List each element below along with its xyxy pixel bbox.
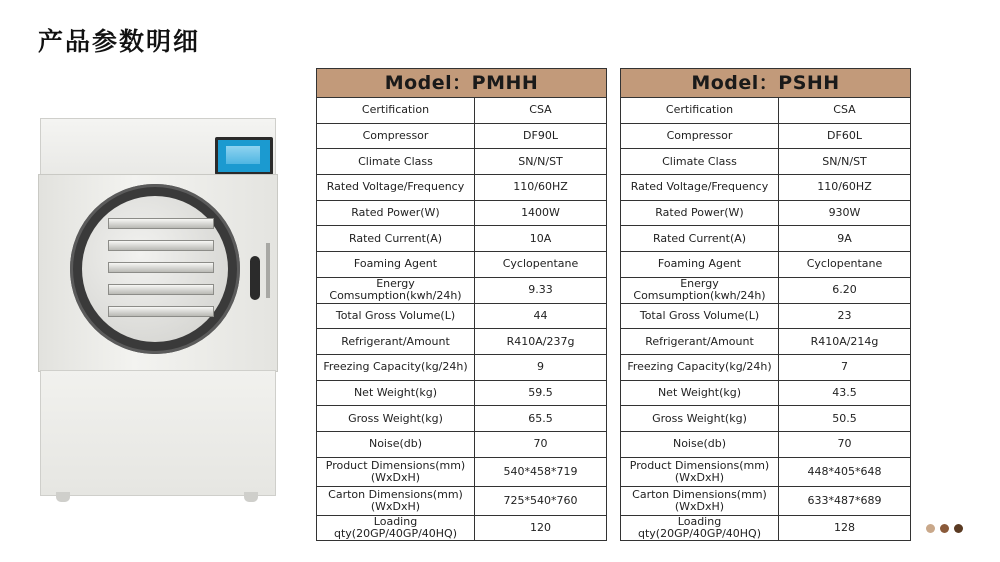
spec-value: 120 [475,515,607,541]
table-row [621,149,911,175]
spec-label: Product Dimensions(mm)(WxDxH) [317,457,475,486]
cabinet-top [40,118,276,175]
table-row [621,431,911,457]
table-row [317,457,607,486]
spec-value: 448*405*648 [779,457,911,486]
table-row [317,431,607,457]
spec-label: Foaming Agent [621,252,779,278]
spec-value: 128 [779,515,911,541]
caster-wheel [56,492,70,502]
spec-label: Freezing Capacity(kg/24h) [317,354,475,380]
page-dot[interactable] [926,524,935,533]
spec-value: 9 [475,354,607,380]
spec-value: CSA [779,98,911,124]
table-row [317,226,607,252]
spec-label: Total Gross Volume(L) [621,303,779,329]
table-row [317,98,607,124]
table-model-header: Model：PSHH [621,69,911,98]
spec-table-pshh [620,68,911,541]
table-row [621,226,911,252]
table-row [621,329,911,355]
spec-value: SN/N/ST [779,149,911,175]
tray-shelf [108,218,214,229]
spec-label: Climate Class [621,149,779,175]
spec-label: Energy Comsumption(kwh/24h) [317,277,475,303]
spec-value: 1400W [475,200,607,226]
table-row [621,303,911,329]
page-title: 产品参数明细 [38,27,201,56]
spec-value: 930W [779,200,911,226]
table-row [317,406,607,432]
spec-label: Certification [621,98,779,124]
spec-label: Refrigerant/Amount [317,329,475,355]
spec-label: Rated Voltage/Frequency [317,175,475,201]
spec-label: Rated Current(A) [621,226,779,252]
spec-label: Total Gross Volume(L) [317,303,475,329]
table-row [621,175,911,201]
spec-label: Gross Weight(kg) [621,406,779,432]
spec-label: Noise(db) [621,431,779,457]
spec-value: R410A/214g [779,329,911,355]
pagination-dots [926,524,963,533]
spec-value: DF90L [475,123,607,149]
table-row [317,252,607,278]
spec-label: Rated Current(A) [317,226,475,252]
spec-value: 633*487*689 [779,486,911,515]
spec-label: Noise(db) [317,431,475,457]
spec-value: 10A [475,226,607,252]
spec-label: Rated Voltage/Frequency [621,175,779,201]
table-row [621,515,911,541]
table-row [317,354,607,380]
spec-value: 110/60HZ [475,175,607,201]
spec-label: Loading qty(20GP/40GP/40HQ) [621,515,779,541]
spec-value: Cyclopentane [779,252,911,278]
tray-shelf [108,240,214,251]
spec-value: 9.33 [475,277,607,303]
page-dot[interactable] [940,524,949,533]
table-row [317,123,607,149]
spec-table-body [621,98,911,541]
cabinet-base [40,370,276,496]
spec-value: SN/N/ST [475,149,607,175]
spec-value: 43.5 [779,380,911,406]
spec-label: Foaming Agent [317,252,475,278]
table-row [317,486,607,515]
page-dot[interactable] [954,524,963,533]
spec-label: Climate Class [317,149,475,175]
table-row [317,200,607,226]
spec-label: Certification [317,98,475,124]
table-row [317,303,607,329]
spec-value: 70 [475,431,607,457]
spec-value: DF60L [779,123,911,149]
spec-value: 70 [779,431,911,457]
table-model-header: Model：PMHH [317,69,607,98]
spec-value: 59.5 [475,380,607,406]
table-row [621,277,911,303]
spec-value: CSA [475,98,607,124]
spec-value: 65.5 [475,406,607,432]
spec-value: 540*458*719 [475,457,607,486]
spec-value: 50.5 [779,406,911,432]
tray-shelf [108,284,214,295]
table-row [621,457,911,486]
spec-label: Compressor [317,123,475,149]
spec-label: Loading qty(20GP/40GP/40HQ) [317,515,475,541]
table-row [317,515,607,541]
freeze-dryer-image [38,118,278,506]
table-row [317,149,607,175]
spec-value: 6.20 [779,277,911,303]
tray-shelf [108,306,214,317]
spec-table-body [317,98,607,541]
table-row [317,380,607,406]
table-row [621,354,911,380]
table-row [317,277,607,303]
spec-label: Refrigerant/Amount [621,329,779,355]
tray-shelf [108,262,214,273]
spec-label: Net Weight(kg) [317,380,475,406]
door-handle [250,256,260,300]
caster-wheel [244,492,258,502]
control-screen [215,137,273,175]
table-row [317,175,607,201]
table-row [621,98,911,124]
spec-label: Net Weight(kg) [621,380,779,406]
spec-label: Compressor [621,123,779,149]
table-row [621,200,911,226]
spec-label: Gross Weight(kg) [317,406,475,432]
spec-value: 44 [475,303,607,329]
spec-value: 7 [779,354,911,380]
spec-value: 725*540*760 [475,486,607,515]
spec-value: 23 [779,303,911,329]
door-hinge [266,243,270,298]
table-row [621,123,911,149]
spec-table-pmhh [316,68,607,541]
table-row [621,406,911,432]
spec-value: 110/60HZ [779,175,911,201]
spec-label: Rated Power(W) [317,200,475,226]
spec-label: Carton Dimensions(mm)(WxDxH) [317,486,475,515]
table-row [621,252,911,278]
spec-label: Carton Dimensions(mm)(WxDxH) [621,486,779,515]
table-row [621,380,911,406]
spec-value: 9A [779,226,911,252]
table-row [621,486,911,515]
spec-value: Cyclopentane [475,252,607,278]
table-row [317,329,607,355]
spec-label: Energy Comsumption(kwh/24h) [621,277,779,303]
spec-label: Rated Power(W) [621,200,779,226]
spec-label: Freezing Capacity(kg/24h) [621,354,779,380]
spec-value: R410A/237g [475,329,607,355]
spec-label: Product Dimensions(mm)(WxDxH) [621,457,779,486]
